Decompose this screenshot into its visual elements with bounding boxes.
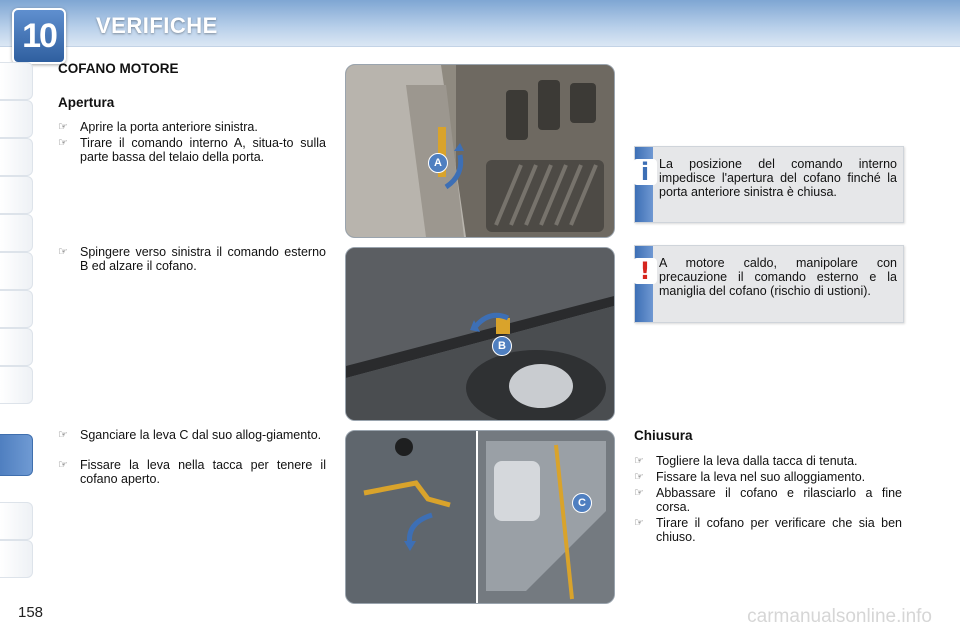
exterior-release-illustration [346, 248, 614, 420]
closing-step: ☞ Tirare il cofano per verificare che sia ben chiuso. [634, 516, 902, 544]
chapter-tab[interactable] [0, 290, 33, 328]
chapter-tab[interactable] [0, 366, 33, 404]
pointing-hand-icon: ☞ [58, 429, 68, 441]
chapter-tab[interactable] [0, 214, 33, 252]
opening-step: ☞ Tirare il comando interno A, situa-to sulla parte bassa del telaio della porta. [58, 136, 326, 164]
interior-release-illustration [346, 65, 614, 237]
closing-heading: Chiusura [634, 428, 693, 443]
chapter-tab[interactable] [0, 62, 33, 100]
prop-rod-illustration [346, 431, 614, 603]
opening-step: ☞ Fissare la leva nella tacca per tenere il cofano aperto. [58, 458, 326, 486]
warning-note-text: A motore caldo, manipolare con precauzione il comando esterno e la maniglia del cofano (rischio di ustioni). [659, 256, 897, 298]
label-c-badge: C [572, 493, 592, 513]
opening-step: ☞ Sganciare la leva C dal suo allog-giamento. [58, 428, 322, 442]
chapter-tabs [0, 62, 34, 576]
pointing-hand-icon: ☞ [634, 487, 644, 499]
page-number: 158 [18, 604, 44, 621]
chapter-number-badge: 10 [12, 8, 66, 64]
chapter-tab[interactable] [0, 176, 33, 214]
opening-step: ☞ Spingere verso sinistra il comando esterno B ed alzare il cofano. [58, 245, 326, 273]
chapter-tab-active[interactable] [0, 434, 33, 476]
closing-step: ☞ Fissare la leva nel suo alloggiamento. [634, 470, 866, 484]
pointing-hand-icon: ☞ [634, 517, 644, 529]
section-title: COFANO MOTORE [58, 61, 179, 76]
label-a-badge: A [428, 153, 448, 173]
info-icon: i [633, 159, 657, 185]
chapter-tab[interactable] [0, 138, 33, 176]
opening-heading: Apertura [58, 95, 115, 110]
info-note [634, 146, 904, 223]
closing-step: ☞ Togliere la leva dalla tacca di tenuta. [634, 454, 858, 468]
warning-icon: ! [633, 258, 657, 284]
pointing-hand-icon: ☞ [634, 471, 644, 483]
watermark: carmanualsonline.info [747, 606, 932, 627]
chapter-tab[interactable] [0, 328, 33, 366]
warning-note [634, 245, 904, 323]
opening-step: ☞ Aprire la porta anteriore sinistra. [58, 120, 258, 134]
chapter-tab[interactable] [0, 100, 33, 138]
chapter-tab[interactable] [0, 252, 33, 290]
photo-exterior-release [345, 247, 615, 421]
chapter-title: VERIFICHE [96, 13, 218, 38]
info-note-text: La posizione del comando interno impedisce l'apertura del cofano finché la porta anteriore sinistra è chiusa. [659, 157, 897, 199]
pointing-hand-icon: ☞ [58, 137, 68, 149]
pointing-hand-icon: ☞ [634, 455, 644, 467]
chapter-tab[interactable] [0, 502, 33, 540]
photo-prop-rod [345, 430, 615, 604]
label-b-badge: B [492, 336, 512, 356]
pointing-hand-icon: ☞ [58, 459, 68, 471]
closing-step: ☞ Abbassare il cofano e rilasciarlo a fine corsa. [634, 486, 902, 514]
pointing-hand-icon: ☞ [58, 121, 68, 133]
photo-interior-release [345, 64, 615, 238]
pointing-hand-icon: ☞ [58, 246, 68, 258]
chapter-tab[interactable] [0, 540, 33, 578]
